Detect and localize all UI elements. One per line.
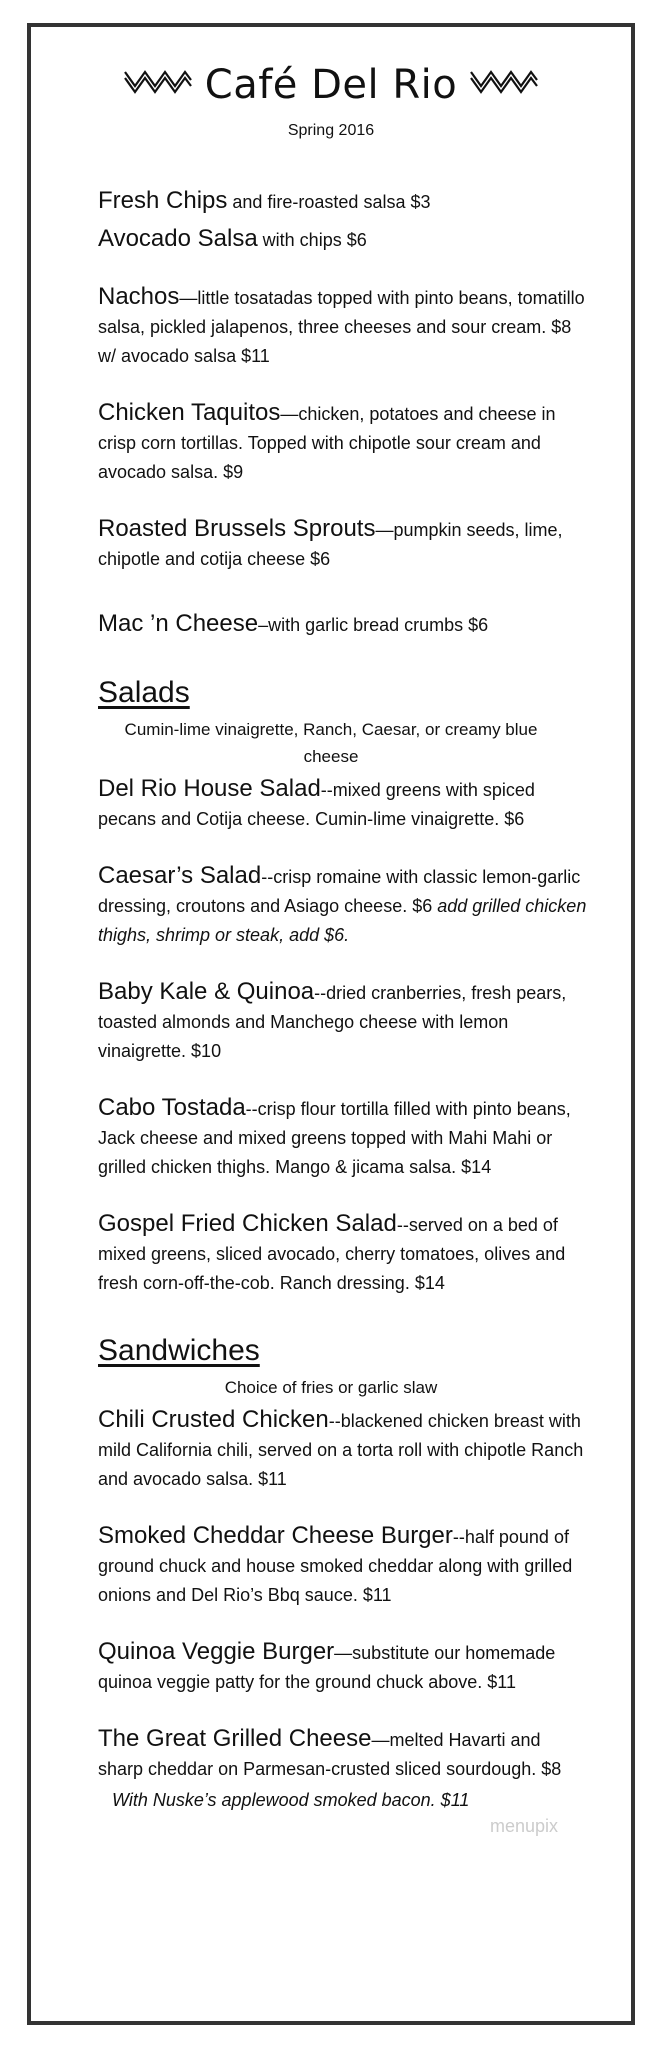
section-heading-sandwiches: Sandwiches: [98, 1334, 260, 1367]
item-name: Gospel Fried Chicken Salad: [98, 1210, 397, 1237]
item-name: The Great Grilled Cheese: [98, 1725, 372, 1752]
item-addon: add grilled chicken thighs, shrimp or steak, add $6.: [98, 896, 587, 945]
menu-item: [98, 282, 588, 371]
item-desc: --crisp flour tortilla filled with pinto beans, Jack cheese and mixed greens topped with Mahi Mahi or grilled chicken thighs. Mango & jicama salsa. $14: [98, 1099, 571, 1177]
restaurant-name: Café Del Rio: [204, 62, 458, 108]
menu-column: [98, 186, 588, 1837]
item-name: Chicken Taquitos: [98, 399, 281, 426]
item-desc: --dried cranberries, fresh pears, toasted almonds and Manchego cheese with lemon vinaigrette. $10: [98, 983, 567, 1061]
item-name: Del Rio House Salad: [98, 775, 321, 802]
item-desc: —chicken, potatoes and cheese in crisp corn tortillas. Topped with chipotle sour cream and avocado salsa. $9: [98, 404, 556, 482]
item-name: Fresh Chips: [98, 187, 228, 214]
menu-item: [98, 1093, 588, 1182]
bacon-addon: With Nuske’s applewood smoked bacon. $11: [112, 1790, 470, 1810]
item-name: Smoked Cheddar Cheese Burger: [98, 1522, 453, 1549]
menu-item: [98, 609, 588, 640]
item-desc: —little tosatadas topped with pinto beans, tomatillo salsa, pickled jalapenos, three cheeses and sour cream. $8 w/ avocado salsa $11: [98, 288, 585, 366]
menu-item: [98, 861, 588, 950]
item-desc: —melted Havarti and sharp cheddar on Parmesan-crusted sliced sourdough. $8: [98, 1730, 562, 1779]
item-desc: --mixed greens with spiced pecans and Cotija cheese. Cumin-lime vinaigrette. $6: [98, 780, 535, 829]
salad-dressing-note: Cumin-lime vinaigrette, Ranch, Caesar, or creamy blue cheese: [124, 720, 538, 766]
item-desc: --crisp romaine with classic lemon-garlic dressing, croutons and Asiago cheese. $6: [98, 867, 581, 916]
menu-item: [98, 186, 588, 217]
item-name: Roasted Brussels Sprouts: [98, 515, 376, 542]
menu-item: [98, 224, 588, 255]
zigzag-icon: [123, 70, 193, 100]
sandwich-side-note: Choice of fries or garlic slaw: [224, 1378, 438, 1397]
item-desc: --served on a bed of mixed greens, sliced avocado, cherry tomatoes, olives and fresh corn-off-the-cob. Ranch dressing. $14: [98, 1215, 566, 1293]
item-name: Avocado Salsa: [98, 225, 258, 252]
menu-item: [98, 1521, 588, 1610]
menu-item: [98, 398, 588, 487]
item-desc: with chips $6: [257, 230, 367, 250]
item-desc: --half pound of ground chuck and house smoked cheddar along with grilled onions and Del Rio’s Bbq sauce. $11: [98, 1527, 573, 1605]
menu-item: [98, 1405, 588, 1494]
menu-header: [0, 62, 662, 108]
menu-item: [98, 1637, 588, 1697]
watermark: menupix: [489, 1816, 558, 1836]
item-name: Mac ’n Cheese: [98, 610, 259, 637]
menu-season: Spring 2016: [287, 122, 375, 139]
item-desc: and fire-roasted salsa $3: [227, 192, 431, 212]
item-name: Quinoa Veggie Burger: [98, 1638, 335, 1665]
menu-item: [98, 514, 588, 574]
item-name: Caesar’s Salad: [98, 862, 262, 889]
item-desc: —substitute our homemade quinoa veggie patty for the ground chuck above. $11: [98, 1643, 556, 1692]
menu-item: [98, 1209, 588, 1298]
menu-item: [98, 1724, 588, 1784]
menu-item: [98, 977, 588, 1066]
menu-item: [98, 774, 588, 834]
zigzag-icon: [469, 70, 539, 100]
item-name: Baby Kale & Quinoa: [98, 978, 315, 1005]
item-desc: –with garlic bread crumbs $6: [258, 615, 489, 635]
item-desc: —pumpkin seeds, lime, chipotle and cotija cheese $6: [98, 520, 563, 569]
item-name: Cabo Tostada: [98, 1094, 246, 1121]
item-desc: --blackened chicken breast with mild California chili, served on a torta roll with chipotle Ranch and avocado salsa. $11: [98, 1411, 584, 1489]
item-name: Chili Crusted Chicken: [98, 1406, 329, 1433]
section-heading-salads: Salads: [98, 676, 190, 709]
item-name: Nachos: [98, 283, 180, 310]
